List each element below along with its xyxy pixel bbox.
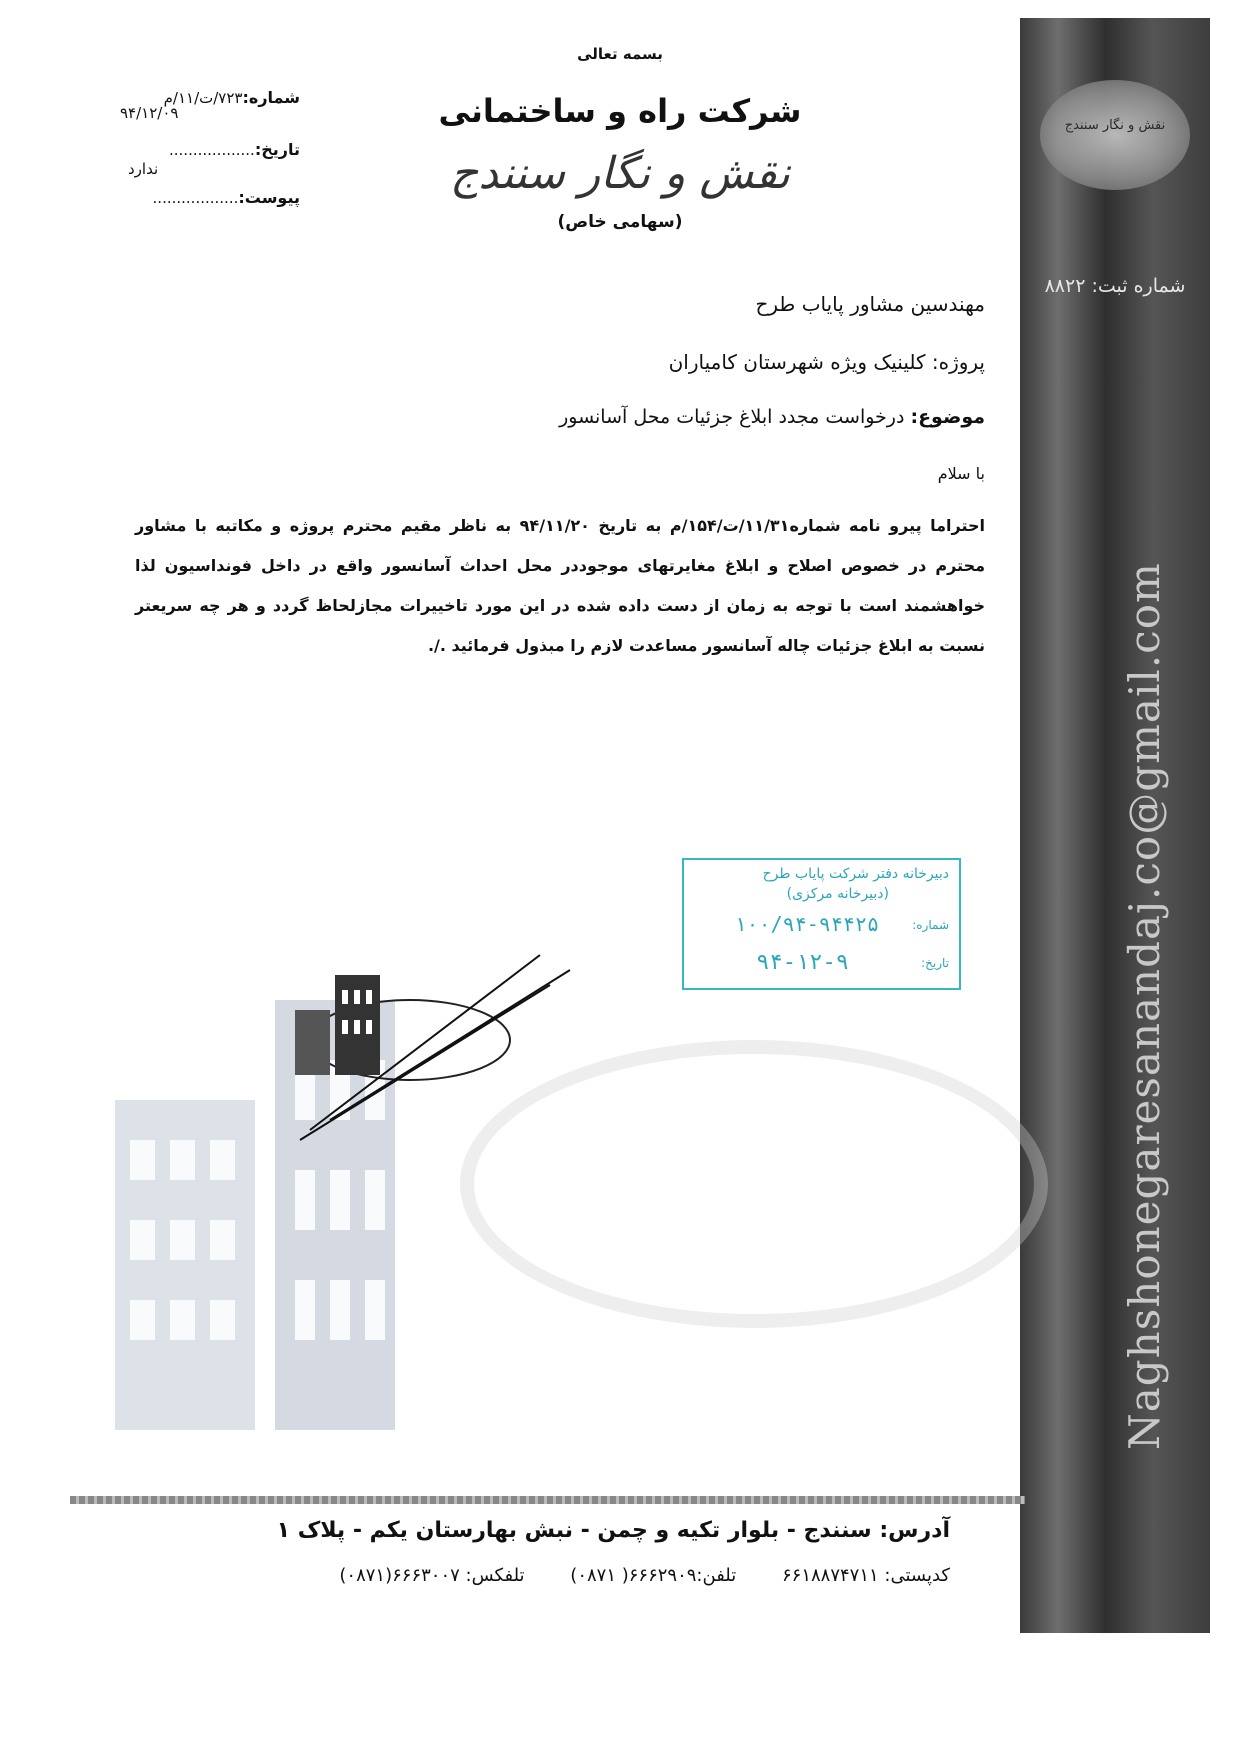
registration-number: شماره ثبت: ۸۸۲۲ xyxy=(1044,275,1186,297)
subject-label: موضوع: xyxy=(910,406,985,428)
stamp-subtitle: (دبیرخانه مرکزی) xyxy=(786,886,889,902)
company-seal-signature xyxy=(290,950,590,1150)
number-value: ۷۲۳/ت/۱۱/م xyxy=(163,89,243,107)
brand-script: نقش و نگار سنندج xyxy=(450,148,790,199)
footer-address: آدرس: سنندج - بلوار تکیه و چمن - نبش بهارستان یکم - پلاک ۱ xyxy=(276,1518,950,1543)
received-stamp xyxy=(682,858,961,990)
stamp-date-value: ۹۴-۱۲-۹ xyxy=(756,950,849,975)
stamp-number-value: ۱۰۰/۹۴-۹۴۴۲۵ xyxy=(734,912,879,936)
company-name: شرکت راه و ساختمانی xyxy=(438,92,802,130)
company-type: (سهامی خاص) xyxy=(557,212,683,232)
footer-contacts xyxy=(160,1565,950,1586)
date-value: ندارد xyxy=(128,160,159,178)
greeting: با سلام xyxy=(937,464,985,483)
meta-date: تاریخ:.................. xyxy=(169,140,300,159)
attachment-label: پیوست: xyxy=(238,188,300,207)
project-line: پروژه: کلینیک ویژه شهرستان کامیاران xyxy=(668,350,985,374)
date-label: تاریخ: xyxy=(254,140,300,159)
number-label: شماره: xyxy=(242,88,300,107)
postal-code: کدپستی: ۶۶۱۸۸۷۴۷۱۱ xyxy=(782,1565,950,1586)
basmala: بسمه تعالی xyxy=(577,45,663,63)
subject-line xyxy=(559,406,985,428)
sidebar-band xyxy=(1020,18,1210,1633)
letter-body: احتراما پیرو نامه شماره۱۱/۳۱/ت/۱۵۴/م به تاریخ ۹۴/۱۱/۲۰ به ناظر مقیم محترم پروژه و مکاتبه با مشاور محترم در خصوص اصلاح و ابلاغ مغایرتهای موجوددر محل احداث آسانسور واقع در داخل فونداسیون لذا خواهشمند است با توجه به زمان از دست داده شده در این مورد تاخییرات مجازلحاظ گردد و هر چه سریعتر نسبت به ابلاغ جزئیات چاله آسانسور مساعدت لازم را مبذول فرمائید ./. xyxy=(135,516,985,655)
subject-text: درخواست مجدد ابلاغ جزئیات محل آسانسور xyxy=(559,406,905,428)
footer-rule xyxy=(70,1496,1025,1504)
logo-text: نقش و نگار سنندج xyxy=(1064,118,1166,133)
company-logo xyxy=(1040,80,1190,190)
addressee: مهندسین مشاور پایاب طرح xyxy=(755,292,985,316)
company-email: Naghshonegaresanandaj.co@gmail.com xyxy=(1120,562,1169,1450)
fax-number: تلفکس: ۶۶۶۳۰۰۷(۰۸۷۱) xyxy=(339,1565,525,1586)
number-sub: ۹۴/۱۲/۰۹ xyxy=(120,104,179,122)
meta-attachment: پیوست:.................. xyxy=(152,188,300,207)
stamp-date-label: تاریخ: xyxy=(921,956,949,970)
stamp-title: دبیرخانه دفتر شرکت پایاب طرح xyxy=(762,866,949,882)
phone-number: تلفن:۶۶۶۲۹۰۹( ۰۸۷۱) xyxy=(570,1565,737,1586)
stamp-number-label: شماره: xyxy=(912,918,949,932)
